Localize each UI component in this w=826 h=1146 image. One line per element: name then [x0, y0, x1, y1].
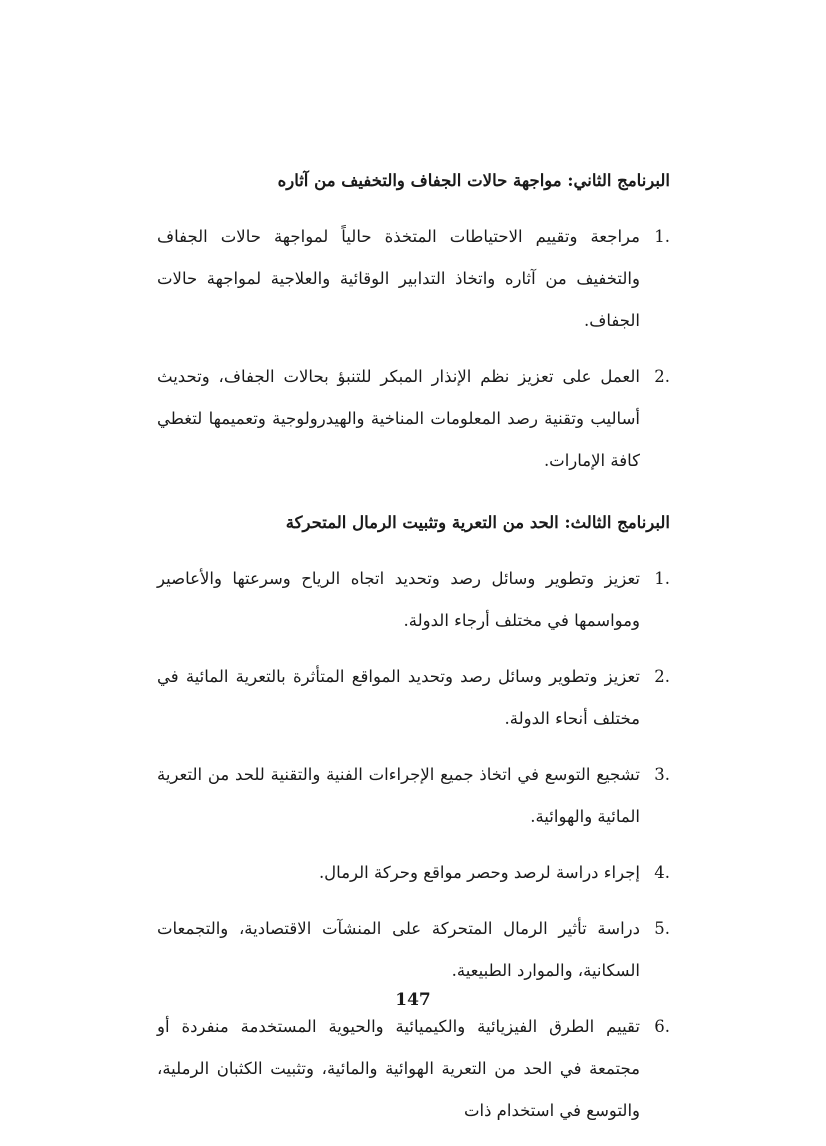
- list-item: [157, 356, 670, 482]
- list-item-number: 2.: [654, 667, 670, 686]
- list-item-number: 1.: [654, 227, 670, 246]
- list-item-text: مراجعة وتقييم الاحتياطات المتخذة حالياً لمواجهة حالات الجفاف والتخفيف من آثاره واتخاذ التدابير الوقائية والعلاجية لمواجهة حالات الجفاف.: [157, 227, 640, 330]
- list-item-text: إجراء دراسة لرصد وحصر مواقع وحركة الرمال.: [318, 863, 640, 882]
- list-item-text: تعزيز وتطوير وسائل رصد وتحديد المواقع المتأثرة بالتعرية المائية في مختلف أنحاء الدولة.: [157, 667, 640, 728]
- list-item-text: تعزيز وتطوير وسائل رصد وتحديد اتجاه الرياح وسرعتها والأعاصير ومواسمها في مختلف أرجاء الدولة.: [157, 569, 640, 630]
- section-heading-program-2: البرنامج الثاني: مواجهة حالات الجفاف والتخفيف من آثاره: [277, 171, 670, 190]
- list-item-text: العمل على تعزيز نظم الإنذار المبكر للتنبؤ بحالات الجفاف، وتحديث أساليب وتقنية رصد المعلومات المناخية والهيدرولوجية وتعميمها لتغطي كافة الإمارات.: [157, 367, 640, 470]
- list-item: [157, 908, 670, 992]
- list-item-text: دراسة تأثير الرمال المتحركة على المنشآت الاقتصادية، والتجمعات السكانية، والموارد الطبيعية.: [157, 919, 640, 980]
- list-item-number: 5.: [654, 919, 670, 938]
- page-number: 147: [395, 990, 431, 1010]
- list-item-text: تقييم الطرق الفيزيائية والكيميائية والحيوية المستخدمة منفردة أو مجتمعة في الحد من التعرية الهوائية والمائية، وتثبيت الكثبان الرملية، والتوسع في استخدام ذات: [157, 1017, 640, 1120]
- list-item: [157, 1006, 670, 1132]
- list-item-number: 3.: [654, 765, 670, 784]
- list-item: [157, 216, 670, 342]
- list-item: [157, 852, 670, 894]
- list-item-number: 4.: [654, 863, 670, 882]
- list-item-text: تشجيع التوسع في اتخاذ جميع الإجراءات الفنية والتقنية للحد من التعرية المائية والهوائية.: [157, 765, 640, 826]
- list-item-number: 6.: [654, 1017, 670, 1036]
- list-item: [157, 656, 670, 740]
- list-item-number: 1.: [654, 569, 670, 588]
- list-item: [157, 754, 670, 838]
- list-item: [157, 558, 670, 642]
- section-heading-program-3: البرنامج الثالث: الحد من التعرية وتثبيت الرمال المتحركة: [285, 513, 670, 532]
- list-item-number: 2.: [654, 367, 670, 386]
